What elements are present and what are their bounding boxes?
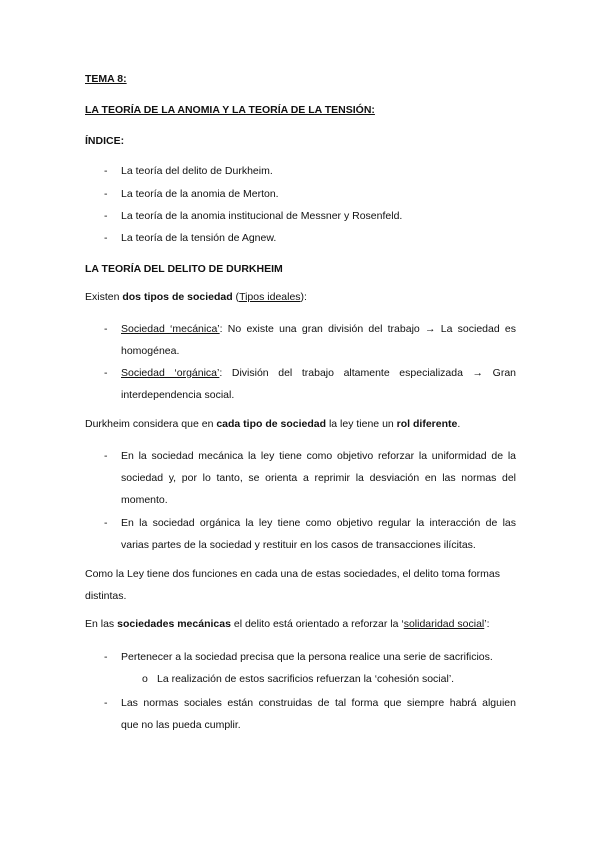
list-bullet-dash: -	[104, 367, 108, 379]
list-bullet-dash: -	[104, 232, 108, 244]
index-item: La teoría de la anomia de Merton.	[121, 188, 279, 200]
index-heading: ÍNDICE:	[85, 135, 125, 147]
durkheim-paragraph	[85, 417, 460, 431]
text-run-underlined: Sociedad ‘mecánica’	[121, 323, 220, 335]
list-bullet-dash: -	[104, 651, 108, 663]
document-title: LA TEORÍA DE LA ANOMIA Y LA TEORÍA DE LA TENSIÓN:	[85, 104, 375, 116]
list-item-line: momento.	[121, 494, 168, 506]
list-bullet-dash: -	[104, 697, 108, 709]
text-run-underlined: solidaridad social	[403, 618, 485, 630]
text-run: : División del trabajo altamente especializada → Gran	[219, 367, 516, 379]
list-item-line: En la sociedad orgánica la ley tiene como objetivo regular la interacción de las	[121, 517, 516, 529]
text-run: Existen	[85, 291, 123, 303]
list-item-line: sociedad y, por lo tanto, se orienta a reprimir la desviación en las normas del	[121, 472, 516, 484]
list-item-line: varias partes de la sociedad y restituir en los casos de transacciones ilícitas.	[121, 539, 476, 551]
list-bullet-dash: -	[104, 188, 108, 200]
text-run-bold: cada tipo de sociedad	[216, 418, 327, 430]
index-item: La teoría de la tensión de Agnew.	[121, 232, 277, 244]
text-run: la ley tiene un	[326, 418, 397, 430]
list-item-line: Las normas sociales están construidas de tal forma que siempre habrá alguien	[121, 697, 516, 709]
text-run: ):	[300, 291, 307, 303]
intro-paragraph	[85, 290, 307, 304]
organica-continuation: interdependencia social.	[121, 389, 235, 401]
list-item-line: En la sociedad mecánica la ley tiene como objetivo reforzar la uniformidad de la	[121, 450, 516, 462]
text-run: .	[457, 418, 461, 430]
text-run: : No existe una gran división del trabajo → La sociedad es	[219, 323, 517, 335]
text-run: Durkheim considera que en	[85, 418, 217, 430]
sub-list-item: La realización de estos sacrificios refuerzan la ‘cohesión social’.	[157, 673, 455, 685]
list-bullet-dash: -	[104, 165, 108, 177]
text-run: el delito está orientado a reforzar la ‘	[230, 618, 404, 630]
list-bullet-dash: -	[104, 210, 108, 222]
text-run-underlined: Tipos ideales	[239, 291, 301, 303]
mecanica-continuation: homogénea.	[121, 345, 180, 357]
list-bullet-dash: -	[104, 450, 108, 462]
paragraph-line: distintas.	[85, 590, 127, 602]
mecanicas-paragraph	[85, 617, 490, 631]
text-run-underlined: Sociedad ‘orgánica’	[121, 367, 220, 379]
text-run-bold: rol diferente	[396, 418, 458, 430]
tema-label: TEMA 8:	[85, 73, 127, 85]
text-run-bold: sociedades mecánicas	[117, 618, 231, 630]
text-run: ’:	[484, 618, 490, 630]
text-run: En las	[85, 618, 118, 630]
mecanica-line	[121, 322, 516, 336]
organica-line	[121, 366, 516, 380]
list-bullet-dash: -	[104, 517, 108, 529]
list-item-line: Pertenecer a la sociedad precisa que la persona realice una serie de sacrificios.	[121, 651, 493, 663]
section-heading: LA TEORÍA DEL DELITO DE DURKHEIM	[85, 263, 283, 275]
index-item: La teoría de la anomia institucional de Messner y Rosenfeld.	[121, 210, 403, 222]
list-bullet-circle: o	[142, 673, 148, 685]
index-item: La teoría del delito de Durkheim.	[121, 165, 273, 177]
list-bullet-dash: -	[104, 323, 108, 335]
list-item-line: que no las pueda cumplir.	[121, 719, 241, 731]
text-run: (	[232, 291, 240, 303]
text-run-bold: dos tipos de sociedad	[122, 291, 233, 303]
paragraph-line: Como la Ley tiene dos funciones en cada una de estas sociedades, el delito toma formas	[85, 568, 501, 580]
